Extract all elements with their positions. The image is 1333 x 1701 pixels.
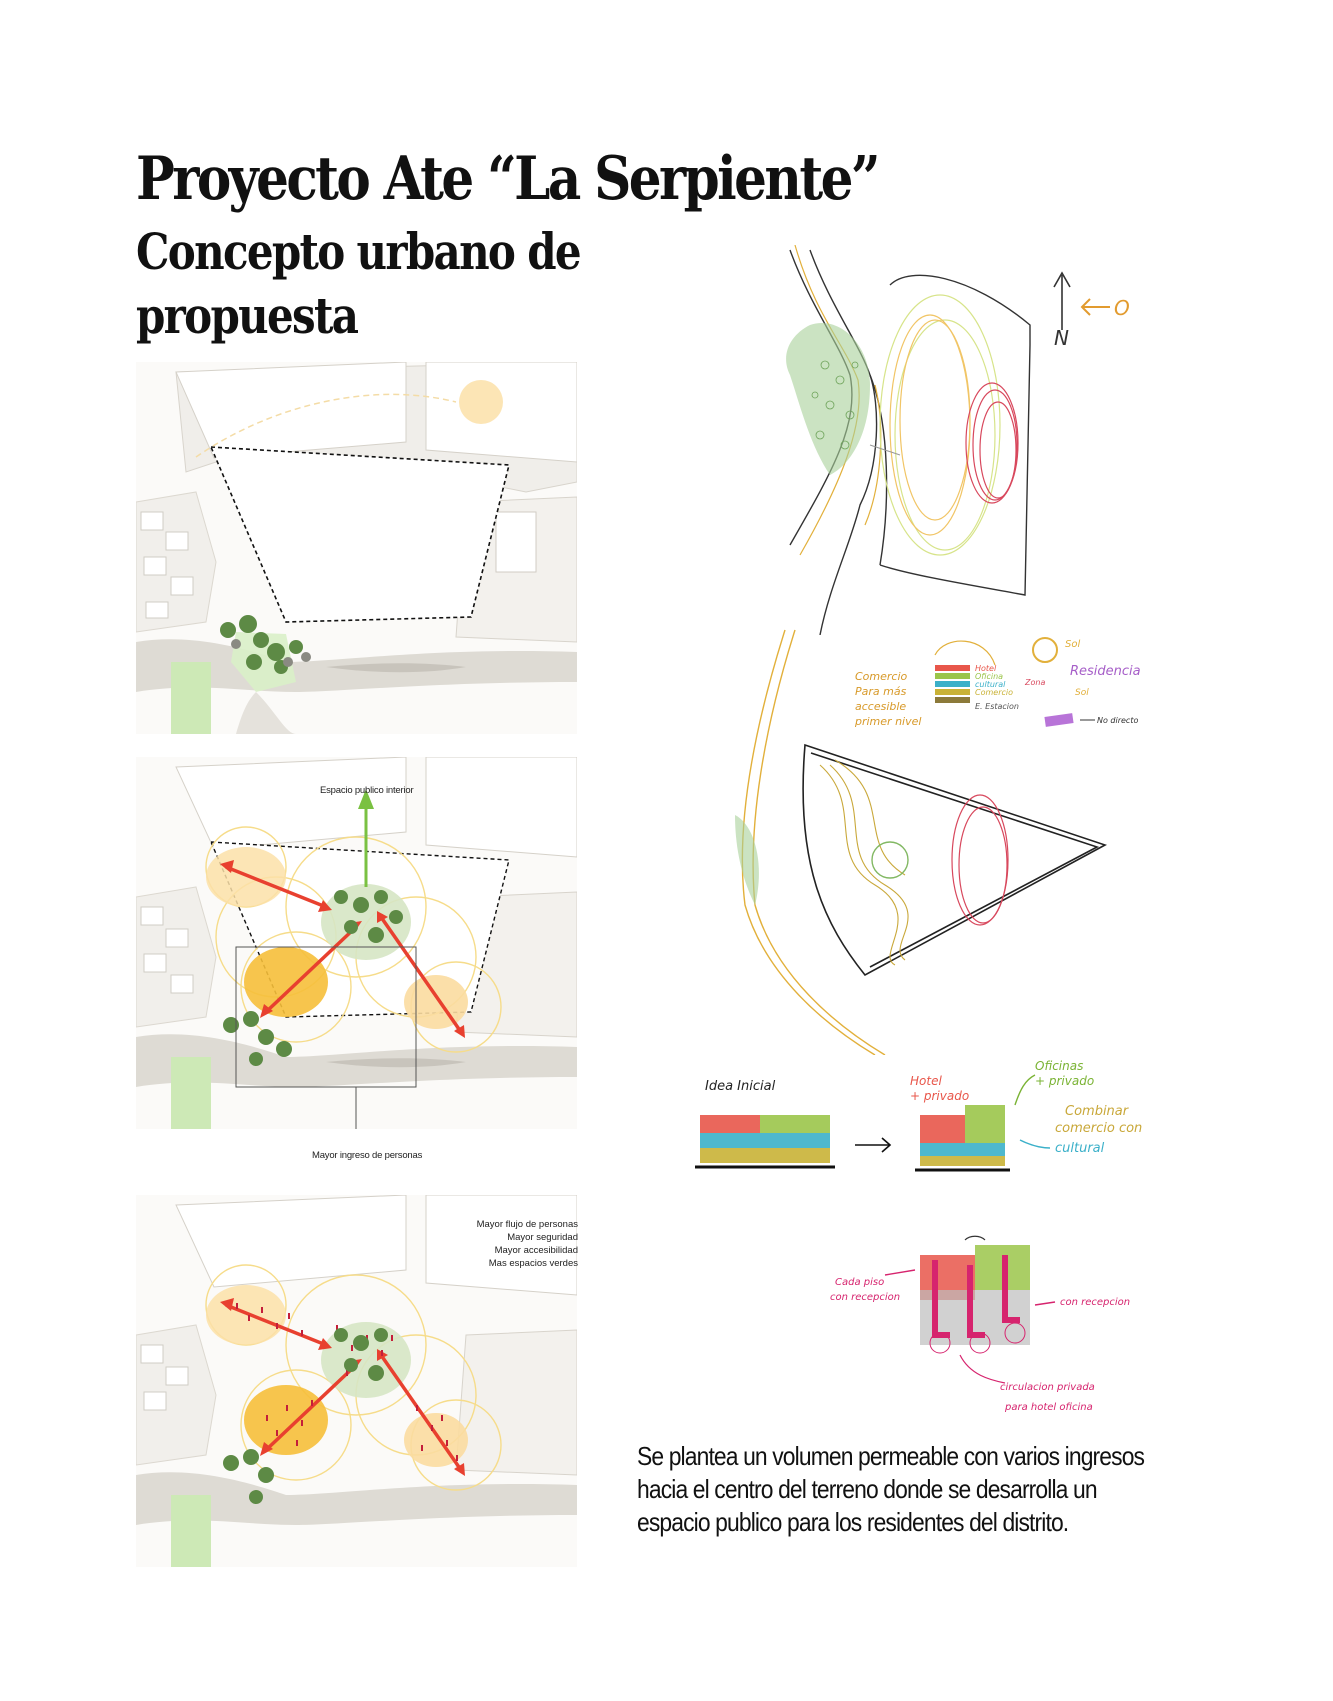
office-label: Oficinas	[1035, 1060, 1084, 1073]
stack-label-office: Oficina	[975, 672, 1004, 681]
benefit-item: Mas espacios verdes	[488, 1258, 578, 1269]
zone-label: Zona	[1025, 678, 1046, 687]
residence-sun-label: Sol	[1075, 688, 1089, 698]
page-title: Proyecto Ate “La Serpiente”	[136, 144, 878, 214]
description-line-1: Se plantea un volumen permeable con varios ingresos	[637, 1441, 1145, 1471]
office-sub-label: + privado	[1035, 1074, 1095, 1088]
description-paragraph	[637, 1440, 1145, 1539]
stack-label-station: E. Estacion	[975, 702, 1019, 711]
sketch-circulation	[820, 1235, 1180, 1435]
circ-left-label-2: con recepcion	[830, 1292, 901, 1303]
sketch-volume-idea	[690, 1060, 1170, 1210]
label-public-space-interior: Espacio publico interior	[320, 785, 414, 796]
sketch-site-zoning	[770, 245, 1140, 635]
circ-left-label-1: Cada piso	[835, 1277, 885, 1288]
sun-label: Sol	[1065, 639, 1081, 650]
stack-label-hotel: Hotel	[975, 664, 997, 673]
circ-right-label: con recepcion	[1060, 1297, 1131, 1308]
note-commerce-4: primer nivel	[855, 715, 922, 728]
subtitle-line-2: propuesta	[136, 286, 358, 345]
stack-label-cultural: cultural	[975, 680, 1006, 689]
site-diagram-boundary	[136, 362, 577, 734]
subtitle-line-1: Concepto urbano de	[136, 222, 580, 281]
sketch-program-zoning	[725, 625, 1175, 1055]
note-commerce-3: accesible	[855, 700, 907, 713]
combine-sub-label: comercio con	[1055, 1121, 1143, 1136]
site-diagram-public-space	[136, 757, 577, 1129]
label-more-entries: Mayor ingreso de personas	[312, 1150, 423, 1161]
benefit-item: Mayor accesibilidad	[494, 1245, 578, 1256]
no-direct-label: No directo	[1097, 716, 1139, 725]
hotel-label: Hotel	[910, 1074, 942, 1088]
description-line-2: hacia el centro del terreno donde se desarrolla un	[637, 1474, 1097, 1504]
combine-label: Combinar	[1065, 1104, 1129, 1119]
page-subtitle	[136, 220, 580, 348]
idea-inicial-label: Idea Inicial	[705, 1079, 776, 1094]
note-commerce-1: Comercio	[855, 670, 908, 683]
note-commerce-2: Para más	[855, 685, 907, 698]
cultural-label: cultural	[1055, 1141, 1105, 1156]
stack-label-commerce: Comercio	[975, 688, 1013, 697]
north-label: N	[1054, 326, 1069, 350]
description-line-3: espacio publico para los residentes del distrito.	[637, 1507, 1069, 1537]
benefit-item: Mayor seguridad	[507, 1232, 578, 1243]
hotel-sub-label: + privado	[910, 1089, 970, 1103]
benefit-item: Mayor flujo de personas	[476, 1219, 578, 1230]
sun-orientation-label: O	[1114, 296, 1130, 320]
circ-bottom-label-1: circulacion privada	[1000, 1382, 1095, 1393]
residence-label: Residencia	[1070, 664, 1141, 679]
circ-bottom-label-2: para hotel oficina	[1005, 1402, 1093, 1413]
benefits-list	[452, 1218, 578, 1270]
